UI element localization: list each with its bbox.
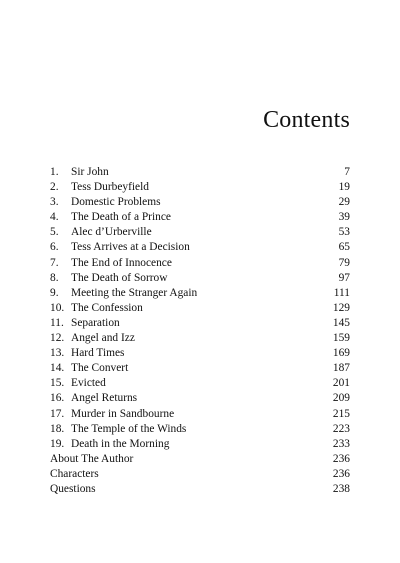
toc-entry-title: Domestic Problems <box>71 196 161 209</box>
toc-entry-title: Meeting the Stranger Again <box>71 286 198 299</box>
toc-entry-number: 19. <box>50 437 65 450</box>
toc-entry-number: 11. <box>50 316 64 329</box>
toc-entry-number: 8. <box>50 271 59 284</box>
toc-entry-page-number: 159 <box>332 332 350 345</box>
toc-entry-number: 5. <box>50 226 59 239</box>
toc-entry-title: Tess Durbeyfield <box>71 181 149 194</box>
toc-entry[interactable] <box>50 180 350 195</box>
toc-entry-page-number: 129 <box>332 301 350 314</box>
toc-entry-title: Alec d’Urberville <box>71 226 152 239</box>
toc-entry-number: 2. <box>50 181 59 194</box>
toc-entry-page-number: 39 <box>338 211 350 224</box>
toc-entry[interactable] <box>50 331 350 346</box>
toc-entry-title: Murder in Sandbourne <box>71 407 175 420</box>
toc-entry-number: 16. <box>50 392 65 405</box>
toc-entry-title: The Confession <box>71 301 143 314</box>
toc-entry-number: 15. <box>50 377 65 390</box>
toc-entry-page-number: 65 <box>338 241 350 254</box>
toc-entry-page-number: 223 <box>332 422 350 435</box>
toc-entry-page-number: 169 <box>332 347 350 360</box>
toc-entry-page-number: 201 <box>332 377 350 390</box>
toc-entry[interactable] <box>50 452 350 467</box>
page-title: Contents <box>263 107 350 133</box>
toc-entry-page-number: 236 <box>332 467 350 480</box>
toc-entry[interactable] <box>50 225 350 240</box>
toc-entry-title: Evicted <box>71 377 106 390</box>
toc-entry-title: The End of Innocence <box>71 256 172 269</box>
toc-entry-number: 9. <box>50 286 59 299</box>
toc-entry-title: Death in the Morning <box>71 437 170 450</box>
toc-entry-number: 6. <box>50 241 59 254</box>
toc-entry[interactable] <box>50 376 350 391</box>
toc-entry-number: 18. <box>50 422 65 435</box>
toc-entry-title: Characters <box>50 467 99 480</box>
toc-entry-number: 7. <box>50 256 59 269</box>
toc-entry-page-number: 7 <box>344 166 350 178</box>
toc-entry-page-number: 236 <box>332 452 350 465</box>
toc-entry-title: Sir John <box>71 166 109 178</box>
toc-entry-page-number: 29 <box>338 196 350 209</box>
toc-entry[interactable] <box>50 467 350 482</box>
toc-entry-number: 10. <box>50 301 65 314</box>
toc-entry[interactable] <box>50 301 350 316</box>
toc-entry-number: 12. <box>50 332 65 345</box>
toc-entry[interactable] <box>50 391 350 406</box>
toc-entry[interactable] <box>50 210 350 225</box>
toc-entry-title: The Death of Sorrow <box>71 271 168 284</box>
toc-entry-title: Separation <box>71 316 120 329</box>
toc-entry-page-number: 215 <box>332 407 350 420</box>
toc-entry-title: The Temple of the Winds <box>71 422 187 435</box>
toc-entry-page-number: 233 <box>332 437 350 450</box>
toc-entry-page-number: 111 <box>333 286 350 299</box>
toc-entry[interactable] <box>50 286 350 301</box>
toc-entry-title: About The Author <box>50 452 134 465</box>
toc-entry-title: Angel and Izz <box>71 332 135 345</box>
toc-entry[interactable] <box>50 165 350 180</box>
toc-entry-title: Hard Times <box>71 347 125 360</box>
toc-entry-page-number: 53 <box>338 226 350 239</box>
toc-entry-title: Tess Arrives at a Decision <box>71 241 190 254</box>
toc-entry-title: Angel Returns <box>71 392 138 405</box>
toc-entry[interactable] <box>50 316 350 331</box>
toc-entry[interactable] <box>50 195 350 210</box>
table-of-contents <box>50 165 350 497</box>
toc-entry-number: 17. <box>50 407 65 420</box>
toc-entry-title: Questions <box>50 482 96 495</box>
toc-entry[interactable] <box>50 256 350 271</box>
toc-entry-number: 4. <box>50 211 59 224</box>
toc-entry-number: 14. <box>50 362 65 375</box>
toc-entry-title: The Death of a Prince <box>71 211 171 224</box>
toc-entry-page-number: 187 <box>332 362 350 375</box>
toc-entry-title: The Convert <box>71 362 129 375</box>
toc-entry-number: 1. <box>50 166 59 178</box>
toc-entry[interactable] <box>50 361 350 376</box>
toc-entry[interactable] <box>50 437 350 452</box>
toc-entry-page-number: 79 <box>338 256 350 269</box>
toc-entry-page-number: 238 <box>332 482 350 495</box>
toc-entry-page-number: 209 <box>332 392 350 405</box>
toc-entry[interactable] <box>50 407 350 422</box>
toc-entry-page-number: 97 <box>338 271 350 284</box>
toc-entry-page-number: 145 <box>332 316 350 329</box>
toc-entry-number: 13. <box>50 347 65 360</box>
toc-entry[interactable] <box>50 422 350 437</box>
toc-entry[interactable] <box>50 346 350 361</box>
toc-entry[interactable] <box>50 482 350 497</box>
toc-entry[interactable] <box>50 271 350 286</box>
toc-entry-page-number: 19 <box>338 181 350 194</box>
toc-entry-number: 3. <box>50 196 59 209</box>
toc-entry[interactable] <box>50 240 350 255</box>
